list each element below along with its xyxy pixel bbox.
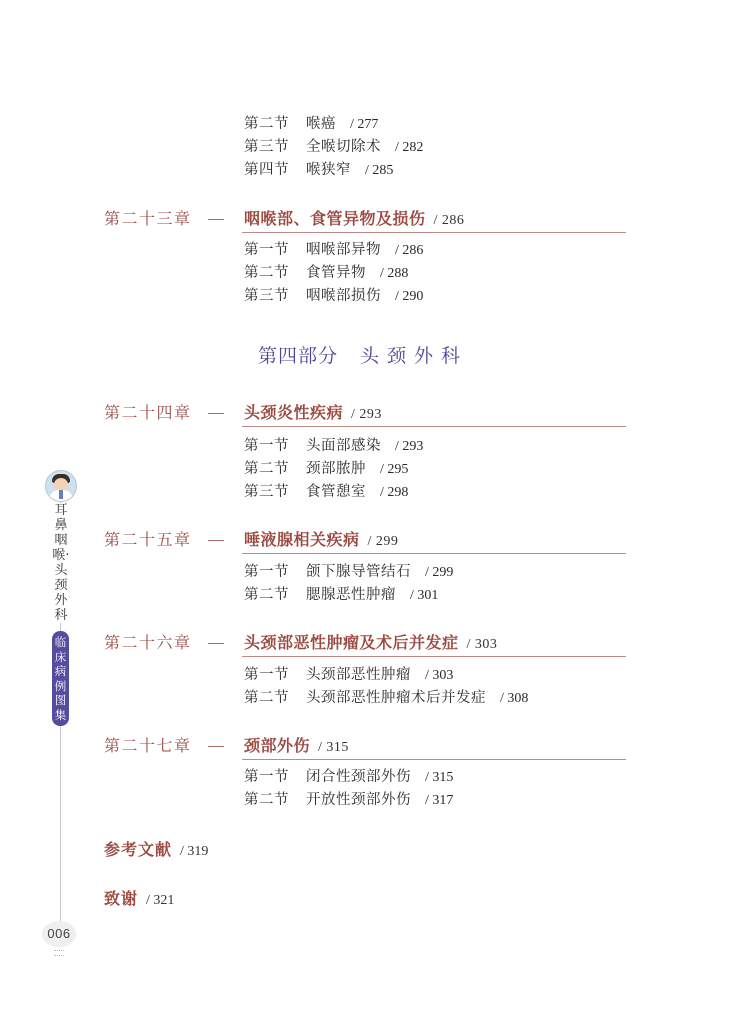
section-number: 第四节	[244, 162, 289, 178]
chapter-dash	[208, 413, 224, 414]
section-page: / 277	[350, 117, 379, 132]
toc-section[interactable]	[244, 137, 423, 157]
section-title: 头颈部恶性肿瘤	[306, 667, 411, 683]
toc-section[interactable]	[244, 688, 528, 708]
section-title: 头面部感染	[306, 438, 381, 454]
back-matter-title: 致谢	[104, 889, 139, 908]
chapter-number: 第二十七章	[104, 736, 192, 755]
section-number: 第三节	[244, 139, 289, 155]
section-title: 闭合性颈部外伤	[306, 769, 411, 785]
section-title: 腮腺恶性肿瘤	[306, 587, 396, 603]
section-page: / 290	[395, 289, 424, 304]
toc-section[interactable]	[244, 767, 453, 787]
section-title: 颈部脓肿	[306, 461, 366, 477]
section-title: 咽喉部损伤	[306, 288, 381, 304]
toc-section[interactable]	[244, 436, 423, 456]
chapter-title-wrap	[244, 207, 464, 233]
section-number: 第一节	[244, 564, 289, 580]
section-number: 第一节	[244, 769, 289, 785]
book-subtitle-badge: 临床病例图集	[52, 631, 69, 726]
section-number: 第二节	[244, 690, 289, 706]
toc-section[interactable]	[244, 459, 408, 479]
chapter-underline	[242, 759, 626, 760]
section-number: 第一节	[244, 438, 289, 454]
section-page: / 308	[500, 691, 529, 706]
toc-acknowledgements[interactable]	[104, 886, 174, 909]
part-label: 第四部分	[258, 345, 339, 367]
chapter-underline	[242, 656, 626, 657]
toc-section[interactable]	[244, 585, 438, 605]
chapter-page: / 293	[351, 407, 382, 422]
back-matter-page: / 321	[146, 893, 175, 908]
toc-section[interactable]	[244, 263, 408, 283]
chapter-number: 第二十六章	[104, 633, 192, 652]
section-page: / 317	[425, 793, 454, 808]
section-page: / 299	[425, 565, 454, 580]
section-title: 颌下腺导管结石	[306, 564, 411, 580]
toc-section[interactable]	[244, 562, 453, 582]
section-number: 第二节	[244, 461, 289, 477]
chapter-title-wrap	[244, 401, 382, 427]
toc-section[interactable]	[244, 240, 423, 260]
toc-section[interactable]	[244, 286, 423, 306]
chapter-title-wrap	[244, 631, 497, 657]
section-title: 喉癌	[306, 116, 336, 132]
chapter-dash	[208, 746, 224, 747]
chapter-underline	[242, 426, 626, 427]
page-number: 006	[42, 921, 76, 947]
toc-section[interactable]	[244, 790, 453, 810]
chapter-underline	[242, 553, 626, 554]
part-heading	[258, 341, 468, 368]
book-title-vertical: 耳鼻咽喉·头颈外科	[52, 503, 70, 623]
chapter-dash	[208, 219, 224, 220]
section-title: 头颈部恶性肿瘤术后并发症	[306, 690, 486, 706]
chapter-dash	[208, 643, 224, 644]
section-number: 第一节	[244, 667, 289, 683]
chapter-title-wrap	[244, 528, 398, 554]
chapter-page: / 299	[367, 534, 399, 549]
section-page: / 303	[425, 668, 454, 683]
chapter-title: 头颈炎性疾病	[244, 403, 344, 422]
section-number: 第二节	[244, 587, 289, 603]
chapter-title-wrap	[244, 734, 349, 760]
chapter-number: 第二十四章	[104, 403, 192, 422]
toc-section[interactable]	[244, 665, 453, 685]
section-number: 第三节	[244, 484, 289, 500]
doctor-avatar-icon	[45, 470, 77, 502]
chapter-underline	[242, 232, 626, 233]
chapter-title: 头颈部恶性肿瘤及术后并发症	[244, 633, 459, 652]
section-page: / 295	[380, 462, 409, 477]
section-page: / 285	[365, 163, 394, 178]
section-page: / 315	[425, 770, 454, 785]
section-title: 咽喉部异物	[306, 242, 381, 258]
chapter-page: / 286	[433, 213, 465, 228]
chapter-title: 咽喉部、食管异物及损伤	[244, 209, 426, 228]
section-page: / 293	[395, 439, 424, 454]
section-page: / 286	[395, 243, 424, 258]
toc-section[interactable]	[244, 160, 393, 180]
chapter-title: 唾液腺相关疾病	[244, 530, 360, 549]
chapter-page: / 303	[466, 637, 498, 652]
section-page: / 288	[380, 266, 409, 281]
chapter-title: 颈部外伤	[244, 736, 311, 755]
chapter-number: 第二十三章	[104, 209, 192, 228]
section-page: / 298	[380, 485, 409, 500]
section-title: 全喉切除术	[306, 139, 381, 155]
section-number: 第二节	[244, 792, 289, 808]
page-number-ornament	[54, 950, 64, 956]
back-matter-title: 参考文献	[104, 840, 173, 859]
section-number: 第二节	[244, 116, 289, 132]
toc-section[interactable]	[244, 482, 408, 502]
section-title: 食管异物	[306, 265, 366, 281]
section-number: 第三节	[244, 288, 289, 304]
section-page: / 301	[410, 588, 439, 603]
chapter-page: / 315	[318, 740, 349, 755]
section-title: 喉狭窄	[306, 162, 351, 178]
section-number: 第二节	[244, 265, 289, 281]
part-title: 头颈外科	[360, 345, 469, 367]
section-number: 第一节	[244, 242, 289, 258]
toc-section[interactable]	[244, 114, 378, 134]
section-title: 食管憩室	[306, 484, 366, 500]
section-title: 开放性颈部外伤	[306, 792, 411, 808]
toc-references[interactable]	[104, 837, 208, 860]
chapter-number: 第二十五章	[104, 530, 192, 549]
back-matter-page: / 319	[180, 844, 209, 859]
chapter-dash	[208, 540, 224, 541]
section-page: / 282	[395, 140, 424, 155]
